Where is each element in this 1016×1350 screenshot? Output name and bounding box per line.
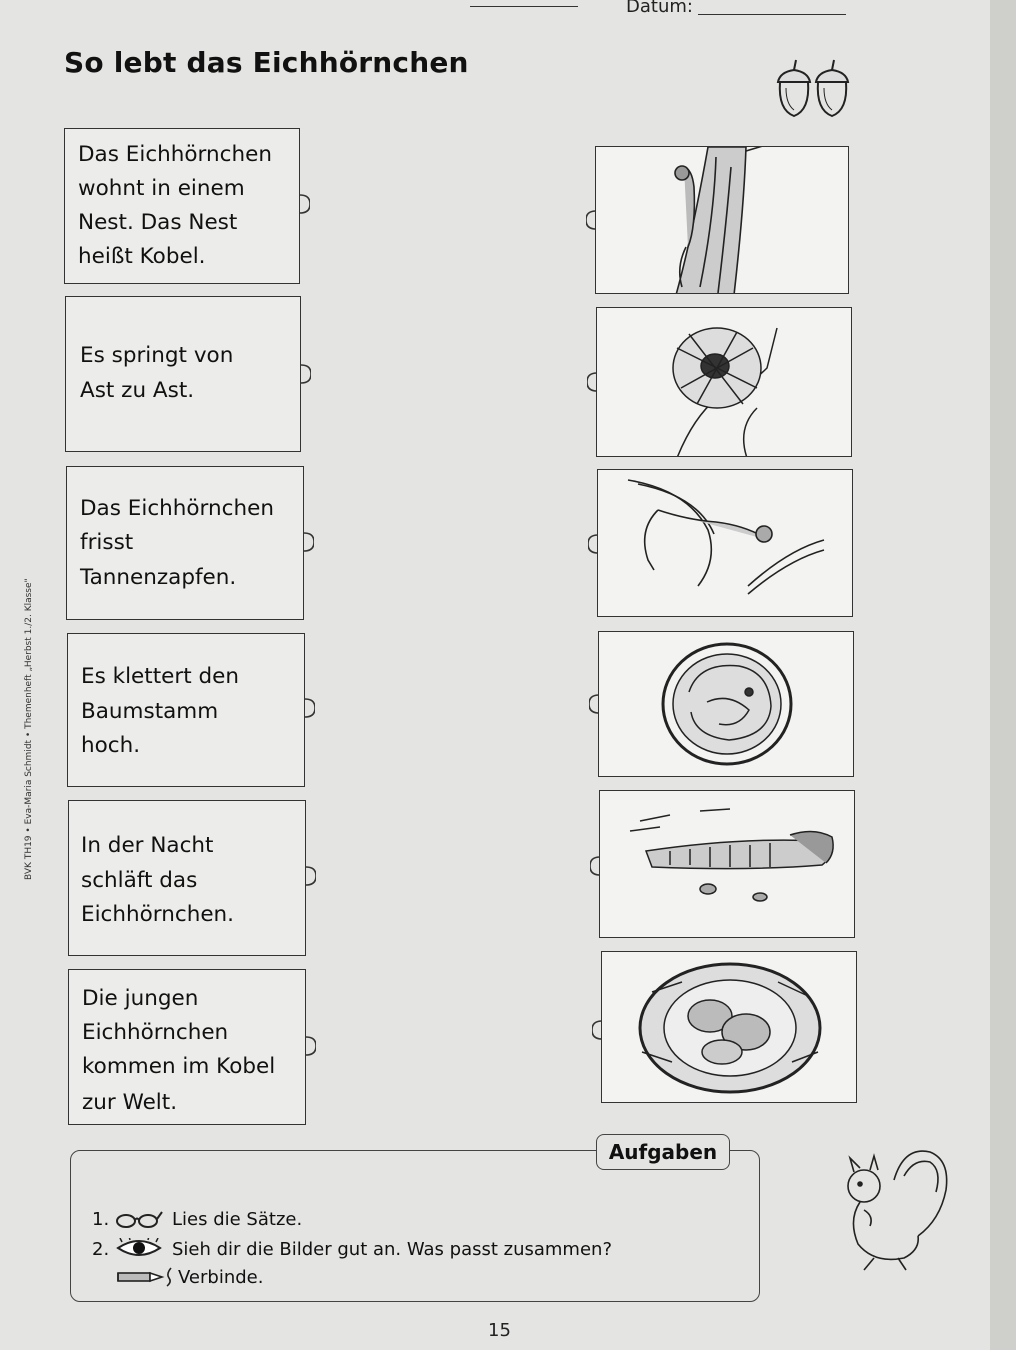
picture-card-2[interactable] — [596, 307, 852, 457]
sentence-1-line-4: heißt Kobel. — [78, 244, 206, 269]
sleeping-squirrel-illustration — [599, 632, 854, 777]
sentence-6-line-2: Eichhörnchen — [82, 1020, 229, 1045]
page-title: So lebt das Eichhörnchen — [64, 46, 469, 79]
sentence-3-line-1: Das Eichhörnchen — [80, 496, 274, 521]
sentence-6-line-1: Die jungen — [82, 986, 199, 1011]
task-2-number: 2. — [92, 1239, 110, 1260]
connector-dot-sentence-2[interactable] — [301, 364, 311, 384]
sentence-6-line-3: kommen im Kobel — [82, 1054, 276, 1079]
instructions-heading: Aufgaben — [596, 1134, 730, 1170]
connector-dot-picture-2[interactable] — [587, 372, 597, 392]
page-number: 15 — [488, 1320, 511, 1341]
task-1-number: 1. — [92, 1209, 110, 1230]
connector-dot-picture-4[interactable] — [589, 694, 599, 714]
connector-dot-sentence-3[interactable] — [304, 532, 314, 552]
connector-dot-picture-6[interactable] — [592, 1020, 602, 1040]
picture-card-5[interactable] — [599, 790, 855, 938]
squirrel-climbing-tree-illustration — [596, 147, 849, 294]
connect-line-icon — [164, 1266, 174, 1288]
acorns-icon — [772, 52, 856, 122]
task-1-text: Lies die Sätze. — [172, 1209, 303, 1230]
task-3-text: Verbinde. — [178, 1267, 264, 1288]
baby-squirrels-in-nest-illustration — [602, 952, 857, 1103]
name-line — [470, 6, 578, 7]
sentence-2-line-1: Es springt von — [80, 343, 234, 368]
picture-card-6[interactable] — [601, 951, 857, 1103]
squirrel-nest-kobel-illustration — [597, 308, 852, 457]
copyright-side-text: BVK TH19 • Eva-Maria Schmidt • Themenheft „Herbst 1./2. Klasse" — [24, 578, 34, 880]
sentence-3-line-2: frisst — [80, 530, 134, 555]
page-edge — [990, 0, 1016, 1350]
sentence-6-line-4: zur Welt. — [82, 1090, 178, 1115]
squirrel-jumping-branch-illustration — [598, 470, 853, 617]
sentence-5-line-2: schläft das — [81, 868, 198, 893]
picture-card-4[interactable] — [598, 631, 854, 777]
sentence-1-line-3: Nest. Das Nest — [78, 210, 238, 235]
connector-dot-picture-5[interactable] — [590, 856, 600, 876]
sentence-4-line-1: Es klettert den — [81, 664, 239, 689]
squirrel-icon — [834, 1140, 954, 1280]
datum-label: Datum: — [626, 0, 693, 17]
connector-dot-sentence-6[interactable] — [306, 1036, 316, 1056]
connector-dot-picture-1[interactable] — [586, 210, 596, 230]
connector-dot-sentence-5[interactable] — [306, 866, 316, 886]
sentence-4-line-3: hoch. — [81, 733, 141, 758]
connector-dot-sentence-4[interactable] — [305, 698, 315, 718]
sentence-2-line-2: Ast zu Ast. — [80, 378, 195, 403]
eye-icon — [116, 1238, 162, 1258]
sentence-3-line-3: Tannenzapfen. — [80, 565, 237, 590]
eaten-pine-cone-illustration — [600, 791, 855, 938]
sentence-5-line-3: Eichhörnchen. — [81, 902, 235, 927]
glasses-icon — [114, 1210, 164, 1228]
sentence-1-line-1: Das Eichhörnchen — [78, 142, 272, 167]
sentence-4-line-2: Baumstamm — [81, 699, 219, 724]
task-2-text: Sieh dir die Bilder gut an. Was passt zusammen? — [172, 1239, 613, 1260]
pencil-icon — [116, 1270, 166, 1284]
picture-card-1[interactable] — [595, 146, 849, 294]
connector-dot-sentence-1[interactable] — [300, 194, 310, 214]
sentence-1-line-2: wohnt in einem — [78, 176, 245, 201]
sentence-5-line-1: In der Nacht — [81, 833, 214, 858]
connector-dot-picture-3[interactable] — [588, 534, 598, 554]
picture-card-3[interactable] — [597, 469, 853, 617]
datum-line — [698, 14, 846, 15]
